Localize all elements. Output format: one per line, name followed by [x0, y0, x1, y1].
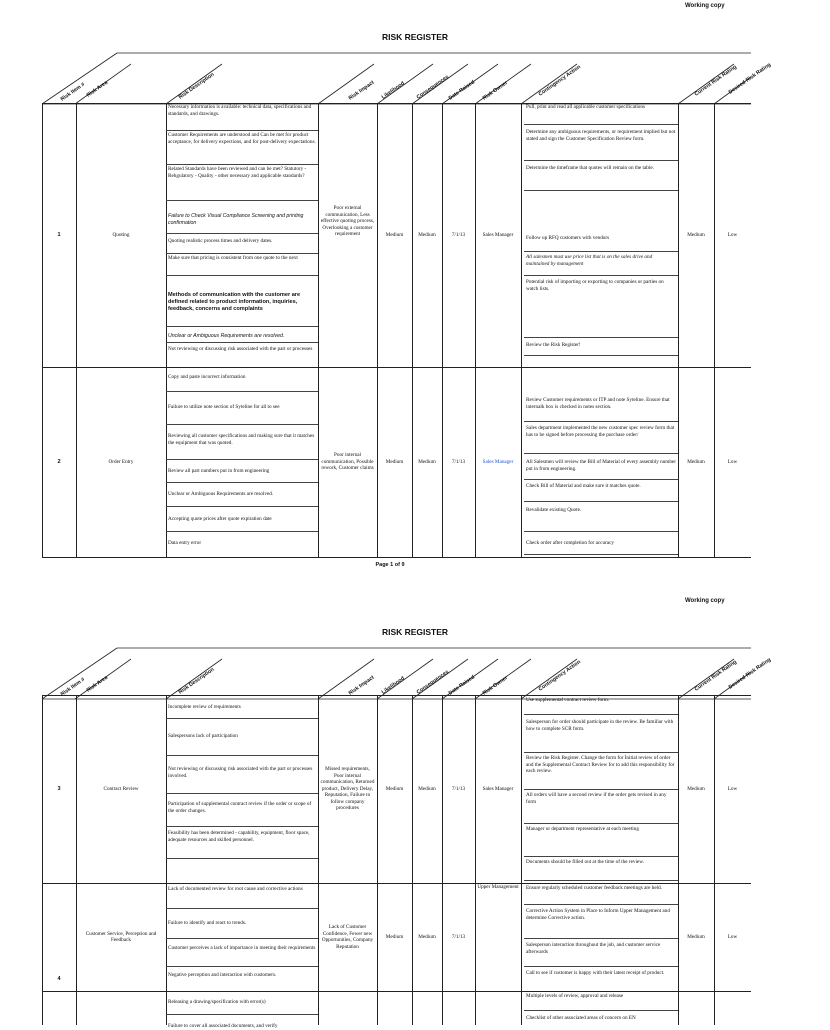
page-footer: Page 1 of 9 — [375, 562, 405, 568]
contingency-action: Review the Risk Register. Change the form for Initial review of order and the Supplemental Contract Review for to add this responsibility for each review. — [524, 753, 678, 790]
risk-description: Unclear or Ambiguous Requirements are resolved. — [166, 327, 318, 343]
column-header — [0, 50, 773, 106]
contingency-action: Determine the timeframe that quotes will remain on the table. — [524, 161, 678, 191]
current-rating: Medium — [687, 933, 705, 940]
consequences: Medium — [418, 231, 436, 238]
header-impact: Risk Impact — [347, 79, 376, 102]
desired-rating: Low — [727, 458, 738, 465]
risk-description: Failure to identify and react to trends. — [166, 909, 318, 939]
header-owner: Risk Owner — [481, 80, 510, 102]
risk-description: Unclear or Ambiguous Requirements are resolved. — [166, 483, 318, 507]
risk-description: Reviewing all customer specifications and making sure that it matches the equipment that was quoted. — [166, 425, 318, 460]
page-title: RISK REGISTER — [381, 627, 449, 637]
contingency-action: Determine any ambiguous requirements, or requirement implied but not stated and sign the Customer Specification Review form. — [524, 125, 678, 161]
date-raised: 7/1/13 — [451, 231, 466, 238]
risk-number: 4 — [57, 976, 61, 982]
contingency-action: Use supplemental contract review form. — [524, 695, 678, 715]
contingency-action: Review Customer requirements or ITP and note Syteline. Ensure that internalk box is checked in notes section. — [524, 367, 678, 422]
risk-description: Customer Requirements are understood and Can be met for product acceptance, for delivery expections, and for post-delivery expectations. — [166, 131, 318, 165]
risk-description: Copy and paste incorrect information — [166, 367, 318, 392]
header-contingency: Contingency Action — [537, 659, 582, 693]
contingency-action: Manager or department representative at each meeting — [524, 824, 678, 857]
header-description: Risk Description — [177, 666, 216, 696]
risk-description: Lack of documented review for root cause and corrective actions — [166, 883, 318, 909]
risk-description: Review all part numbers put in from engineering — [166, 460, 318, 483]
header-likelihood: Likelihood — [380, 80, 406, 101]
risk-description: Failure to Check Visual Compliance Screening and printing confirmation — [166, 201, 318, 234]
header-area: Risk Area — [85, 79, 110, 99]
desired-rating: Low — [727, 933, 738, 940]
header-item: Risk Item # — [59, 81, 87, 103]
header-date-raised: Date Raised — [447, 674, 476, 697]
risk-owner: Upper Management — [477, 884, 519, 890]
risk-description: Negative perception and interaction with customers. — [168, 972, 277, 978]
contingency-action: Pull, print and read all applicable customer specifications — [524, 103, 678, 125]
risk-description: Participation of supplemental contract review if the order or scope of the order changes. — [166, 794, 318, 827]
contingency-action: Salesperson for order should participate in the review. Be familiar with how to complete SCR form. — [524, 715, 678, 753]
contingency-action: Call to see if customer is happy with their latest receipt of product. — [526, 970, 665, 976]
header-area: Risk Area — [85, 674, 110, 694]
risk-impact: Missed requirements, Poor internal communication, Returned product, Delivery Delay, Reputation, Failure to follow company procedures — [320, 766, 375, 812]
risk-description: Methods of communication with the customer are defined related to product information, inquiries, feedback, concerns and complaints — [166, 276, 318, 327]
contingency-action: All Salesmen will review the Bill of Material of every assembly number put in from engineering. — [524, 454, 678, 480]
contingency-action: Potential risk of importing or exporting to companies or parties on watch lists. — [524, 276, 678, 338]
risk-impact: Poor internal communication, Possible rework, Customer claims — [321, 452, 374, 472]
working-copy-label: Working copy — [685, 3, 725, 9]
risk-owner: Sales Manager — [482, 458, 514, 465]
contingency-action: Ensure regularly scheduled customer feedback meetings are held. — [524, 883, 678, 905]
risk-impact: Poor external communication, Less effective quoting process, Overlooking a customer requirement — [320, 205, 375, 238]
header-desired-rating: Desired Risk Rating — [727, 657, 773, 691]
risk-description: Not reviewing or discussing risk associated with the part or processes involved. — [166, 756, 318, 794]
page-title: RISK REGISTER — [381, 32, 449, 42]
date-raised: 7/1/13 — [451, 933, 466, 940]
working-copy-label: Working copy — [685, 598, 725, 604]
contingency-action: Sales department implemented the new customer spec review form that has to be signed before processing the purchase order/ — [524, 422, 678, 454]
risk-description: Customer perceives a lack of importance in meeting their requirements — [166, 939, 318, 967]
header-owner: Risk Owner — [481, 675, 510, 697]
risk-description: Make sure that pricing is consistent from one quote to the next — [166, 254, 318, 276]
contingency-action: Corrective Action System in Place to Inform Upper Management and determine Corrective action. — [524, 905, 678, 939]
header-current-rating: Current Risk Rating — [693, 64, 738, 98]
risk-description: Data entry error — [168, 540, 202, 546]
contingency-action: All orders will have a second review if the order gets revised in any form — [524, 790, 678, 824]
risk-area: Customer Service, Perception and Feedback — [85, 930, 157, 943]
risk-area: Contract Review — [103, 785, 139, 792]
current-rating: Medium — [687, 231, 705, 238]
risk-area: Quoting — [112, 231, 130, 238]
consequences: Medium — [418, 933, 436, 940]
risk-description: Not reviewing or discussing risk associated with the part or processes — [168, 346, 313, 352]
risk-description: Failure to utilize note section of Syteline for all to see — [166, 392, 318, 425]
date-raised: 7/1/13 — [451, 785, 466, 792]
contingency-action: Documents should be filled out at the time of the review. — [524, 857, 678, 881]
likelihood: Medium — [385, 933, 404, 940]
risk-description: Releasing a drawing/specification with error(s) — [166, 991, 318, 1015]
risk-description: Necessary information is available: technical data, specifications and standards, and drawings. — [166, 103, 318, 131]
header-consequences: Consequences — [415, 74, 451, 101]
risk-impact: Lack of Customer Confidence, Fewer new Opportunities, Company Reputation — [321, 924, 374, 950]
header-current-rating: Current Risk Rating — [693, 659, 738, 693]
page-two — [0, 595, 773, 1029]
desired-rating: Low — [727, 785, 738, 792]
risk-number: 3 — [57, 785, 61, 792]
risk-description: Incomplete review of requirements — [166, 695, 318, 719]
risk-description: Salespersons lack of participation — [166, 719, 318, 756]
header-contingency: Contingency Action — [537, 64, 582, 98]
contingency-action: Salesperson interaction throughout the job, and customer service afterwards — [524, 939, 678, 967]
risk-description: Quoting realistic process times and delivery dates. — [166, 234, 318, 254]
contingency-action: All salesmen must use price list that is on the sales drive and maintained by management — [524, 252, 678, 276]
desired-rating: Low — [727, 231, 738, 238]
contingency-action: Check order after completion for accuracy — [524, 532, 678, 555]
header-date-raised: Date Raised — [447, 79, 476, 102]
contingency-action: Multiple levels of review, approval and release — [524, 991, 678, 1011]
likelihood: Medium — [385, 458, 404, 465]
contingency-action: Follow up RFQ customers with vendors — [524, 191, 678, 252]
risk-number: 1 — [57, 231, 61, 238]
risk-area: Order Entry — [108, 458, 134, 465]
header-desired-rating: Desired Risk Rating — [727, 62, 773, 96]
column-header — [0, 645, 773, 701]
header-description: Risk Description — [177, 71, 216, 101]
consequences: Medium — [418, 458, 436, 465]
risk-description: Failure to cover all associated documents, and verify — [168, 1023, 278, 1029]
contingency-action: Check Bill of Material and make sure it matches quote. — [524, 480, 678, 502]
likelihood: Medium — [385, 231, 404, 238]
risk-description: Accepting quote prices after quote expiration date — [166, 507, 318, 532]
header-item: Risk Item # — [59, 676, 87, 698]
risk-number: 2 — [57, 458, 61, 465]
likelihood: Medium — [385, 785, 404, 792]
risk-description: Feasibility has been determined - capability, equipment, floor space, adequate resources and skilled personnel. — [166, 827, 318, 859]
risk-description: Related Standards have been reviewed and can be met? Statutory - Rehgulatory - Quality - other necessary and applicable standards? — [166, 165, 318, 201]
contingency-action: Revalidate existing Quote. — [524, 502, 678, 532]
contingency-action: Checklist of other associated areas of concern on EN — [526, 1015, 636, 1021]
current-rating: Medium — [687, 785, 705, 792]
consequences: Medium — [418, 785, 436, 792]
current-rating: Medium — [687, 458, 705, 465]
date-raised: 7/1/13 — [451, 458, 466, 465]
risk-owner: Sales Manager — [482, 785, 514, 792]
header-likelihood: Likelihood — [380, 675, 406, 696]
contingency-action: Review the Risk Register! — [524, 338, 678, 356]
risk-owner: Sales Manager — [482, 231, 514, 238]
header-impact: Risk Impact — [347, 674, 376, 697]
header-consequences: Consequences — [415, 669, 451, 696]
